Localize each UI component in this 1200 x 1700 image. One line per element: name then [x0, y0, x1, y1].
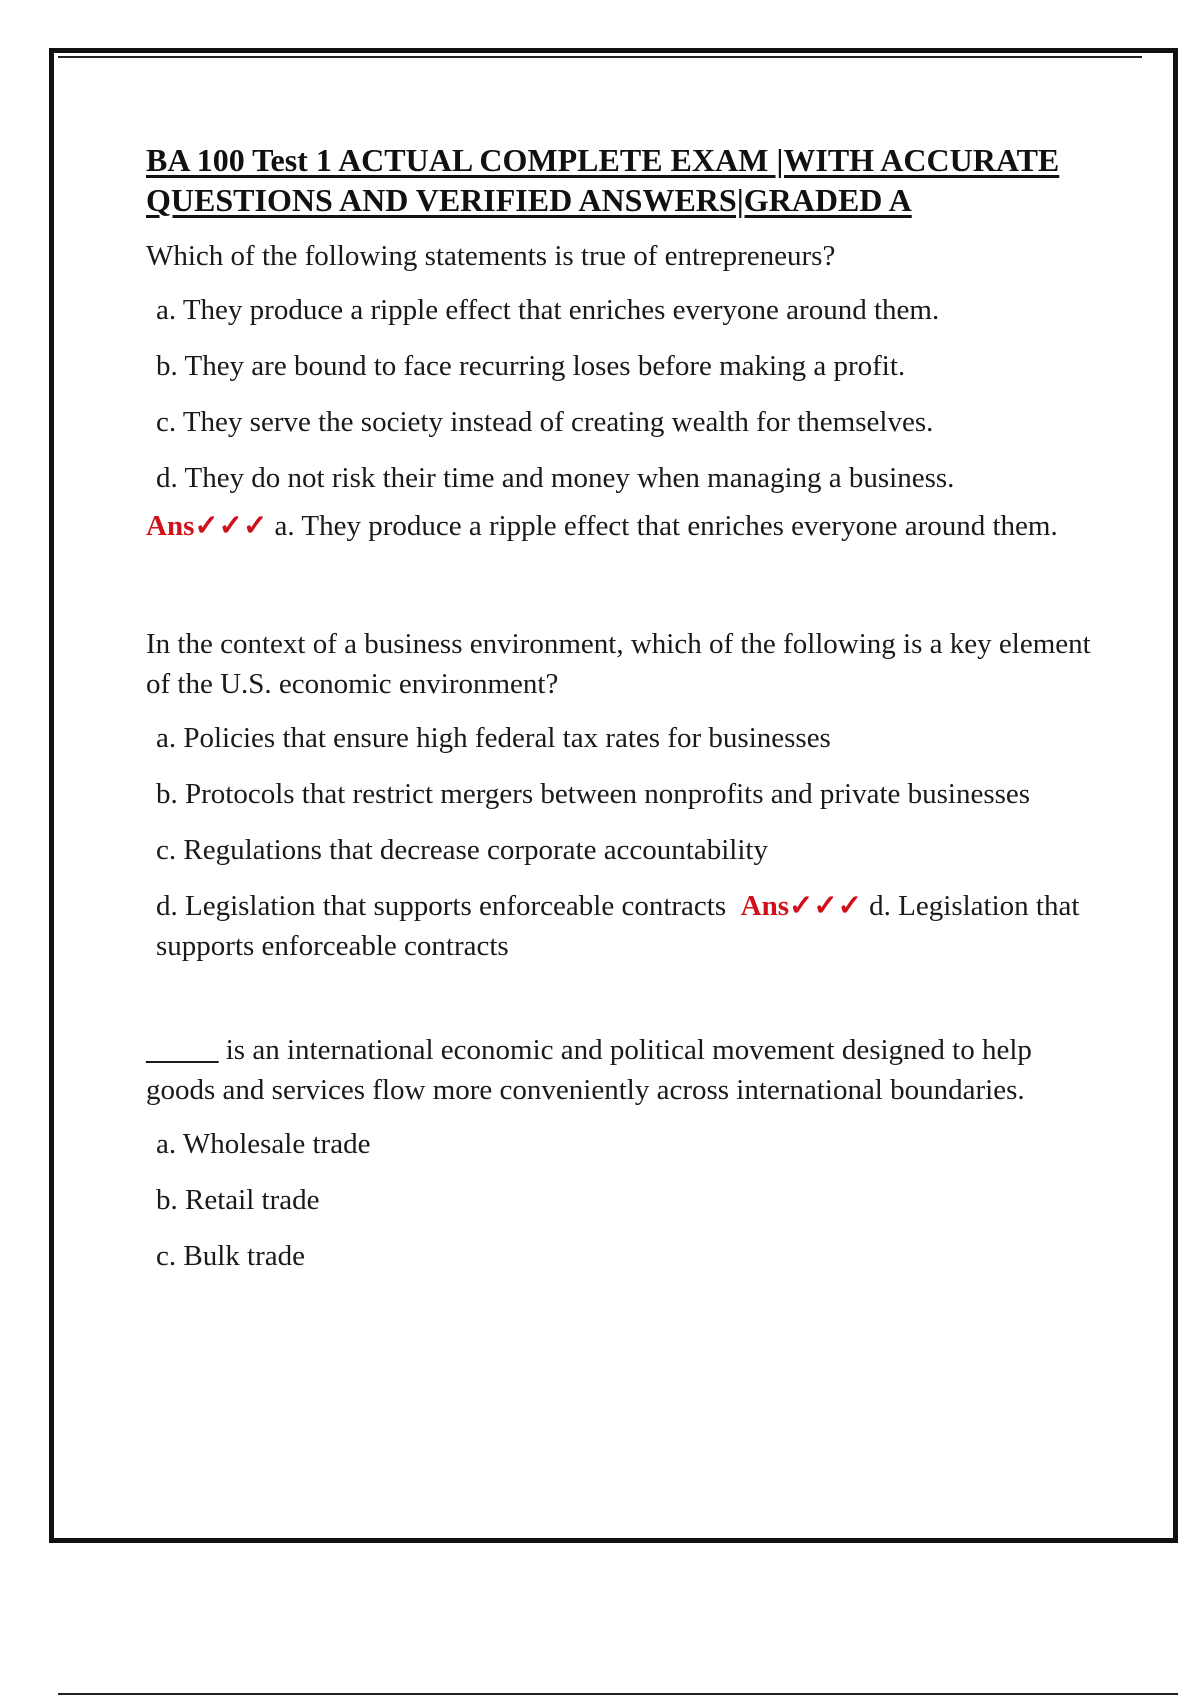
answer-label: Ans [146, 510, 195, 542]
question-2-option-b-text: b. Protocols that restrict mergers between nonprofits and private businesses [156, 778, 1031, 810]
question-2-option-c: c. Regulations that decrease corporate accountability [156, 834, 768, 866]
question-3-option-c: c. Bulk trade [156, 1240, 305, 1272]
check-mark-icon: ✓✓✓ [789, 890, 862, 922]
question-1-answer-text: a. They produce a ripple effect that enriches everyone around them. [274, 510, 1058, 542]
bottom-rule [58, 1693, 1178, 1695]
question-2-answer-text: d. Legislation that supports enforceable contracts [156, 890, 1080, 962]
question-3-blank: _____ [146, 1034, 219, 1066]
document-body [146, 140, 1106, 1292]
answer-label: Ans [740, 890, 790, 922]
question-1-option-a: a. They produce a ripple effect that enriches everyone around them. [156, 294, 940, 326]
question-2-option-d [156, 886, 1106, 966]
question-2-option-a: a. Policies that ensure high federal tax rates for businesses [156, 722, 831, 754]
title-line-1: BA 100 Test 1 ACTUAL COMPLETE EXAM |WITH ACCURATE [146, 142, 1060, 178]
question-3-option-a: a. Wholesale trade [156, 1128, 371, 1160]
title-line-2: QUESTIONS AND VERIFIED ANSWERS|GRADED A [146, 182, 912, 218]
question-3-prompt-text: is an international economic and political movement designed to help goods and services flow more conveniently across international boundaries. [146, 1034, 1032, 1106]
question-3-option-b: b. Retail trade [156, 1184, 320, 1216]
question-2-option-b [156, 774, 1106, 814]
question-1-option-b: b. They are bound to face recurring loses before making a profit. [156, 350, 906, 382]
question-1-prompt: Which of the following statements is true of entrepreneurs? [146, 240, 836, 272]
check-mark-icon: ✓✓✓ [194, 510, 268, 542]
top-rule [58, 56, 1142, 58]
question-1-option-c: c. They serve the society instead of creating wealth for themselves. [156, 406, 934, 438]
question-1-answer [146, 506, 1106, 546]
question-1-option-d: d. They do not risk their time and money when managing a business. [156, 462, 955, 494]
question-2-prompt: In the context of a business environment, which of the following is a key element of the U.S. economic environment? [146, 628, 1091, 700]
question-3-prompt [146, 1030, 1106, 1110]
document-title [146, 140, 1106, 220]
question-2-option-d-text: d. Legislation that supports enforceable contracts [156, 890, 727, 922]
